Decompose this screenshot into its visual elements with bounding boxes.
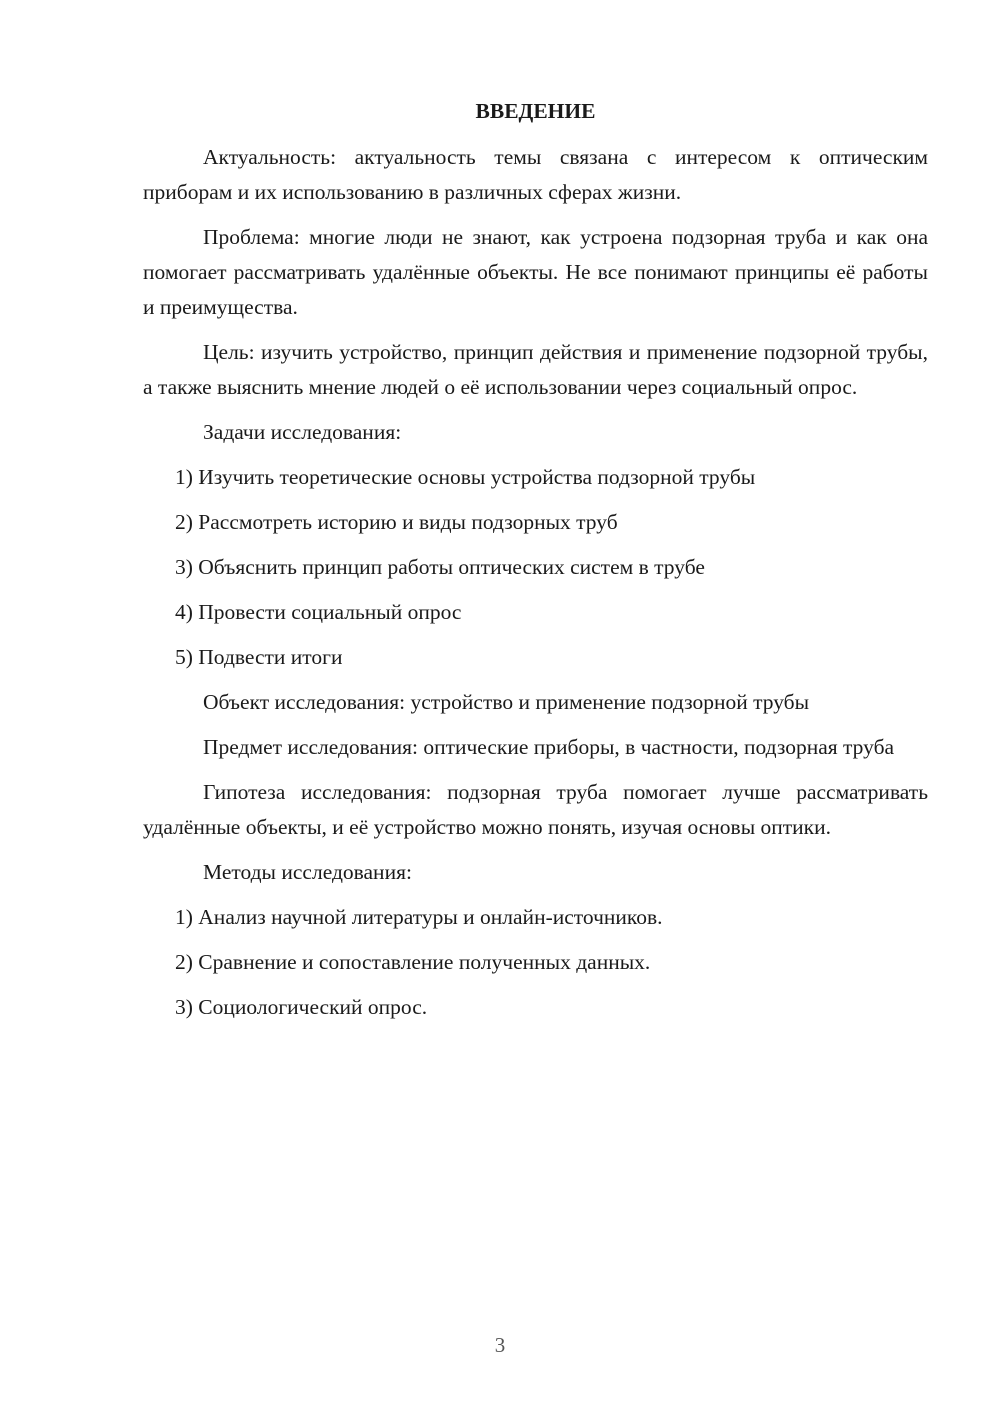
subject-paragraph: Предмет исследования: оптические приборы, в частности, подзорная труба — [203, 735, 895, 759]
list-item: 1) Изучить теоретические основы устройства подзорной трубы — [175, 465, 756, 489]
methods-heading: Методы исследования: — [203, 860, 412, 884]
list-item: 3) Объяснить принцип работы оптических систем в трубе — [175, 555, 705, 579]
page-number: 3 — [494, 1333, 506, 1357]
list-item: 3) Социологический опрос. — [175, 995, 428, 1019]
list-item: 2) Рассмотреть историю и виды подзорных труб — [175, 510, 618, 534]
page-title: ВВЕДЕНИЕ — [475, 99, 596, 123]
list-item: 4) Провести социальный опрос — [175, 600, 462, 624]
list-item: 2) Сравнение и сопоставление полученных данных. — [175, 950, 651, 974]
relevance-paragraph: Актуальность: актуальность темы связана с интересом к оптическим приборам и их использованию в различных сферах жизни. — [143, 145, 928, 204]
list-item: 5) Подвести итоги — [175, 645, 343, 669]
list-item: 1) Анализ научной литературы и онлайн-источников. — [175, 905, 663, 929]
document-page — [143, 96, 928, 1035]
goal-paragraph: Цель: изучить устройство, принцип действия и применение подзорной трубы, а также выяснить мнение людей о её использовании через социальный опрос. — [143, 340, 928, 399]
problem-paragraph: Проблема: многие люди не знают, как устроена подзорная труба и как она помогает рассматривать удалённые объекты. Не все понимают принципы её работы и преимущества. — [143, 225, 928, 319]
tasks-heading: Задачи исследования: — [203, 420, 402, 444]
methods-list — [143, 900, 928, 1025]
hypothesis-paragraph: Гипотеза исследования: подзорная труба помогает лучше рассматривать удалённые объекты, и её устройство можно понять, изучая основы оптики. — [143, 780, 928, 839]
tasks-list — [143, 460, 928, 675]
object-paragraph: Объект исследования: устройство и применение подзорной трубы — [203, 690, 810, 714]
